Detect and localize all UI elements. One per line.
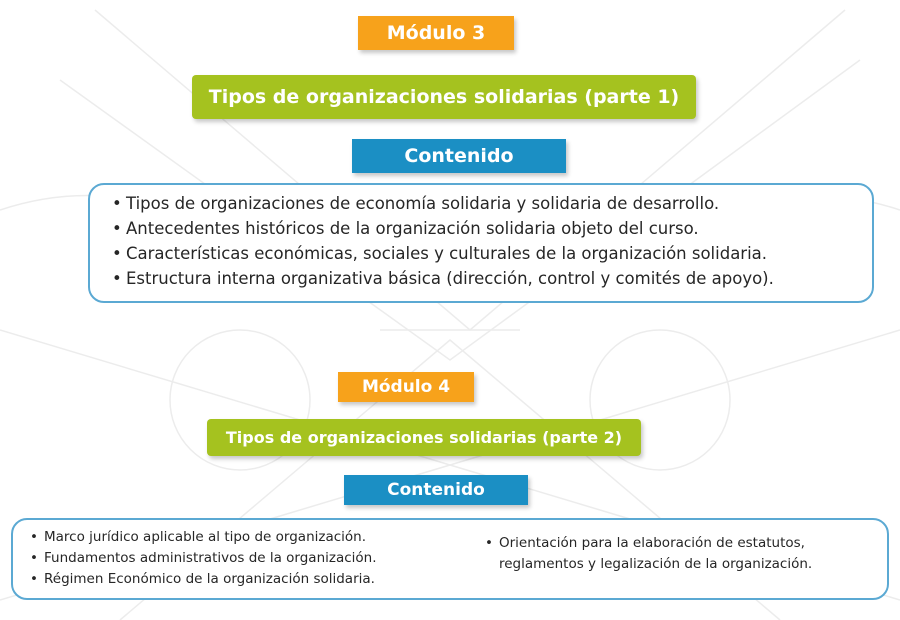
modulo-3-contenido-text: Contenido [404, 145, 514, 167]
modulo-3-content-list [112, 191, 872, 291]
content-item: • Estructura interna organizativa básica (dirección, control y comités de apoyo). [112, 266, 872, 291]
modulo-4-label-text: Módulo 4 [361, 377, 451, 397]
content-item: • Marco jurídico aplicable al tipo de organización. [30, 527, 377, 548]
modulo-4-contenido-text: Contenido [387, 480, 485, 500]
modulo-4-title [207, 419, 641, 456]
content-item: • Características económicas, sociales y culturales de la organización solidaria. [112, 241, 872, 266]
modulo-4-label [338, 372, 474, 402]
modulo-4-content-list-right [485, 533, 873, 598]
content-item: • Orientación para la elaboración de estatutos, reglamentos y legalización de la organización. [485, 533, 873, 575]
modulo-4-contenido-label [344, 475, 528, 505]
modulo-3-label [358, 16, 514, 50]
modulo-3-content-box [88, 183, 874, 303]
content-item: • Antecedentes históricos de la organización solidaria objeto del curso. [112, 216, 872, 241]
modulo-3-title [192, 75, 696, 119]
modulo-4-title-text: Tipos de organizaciones solidarias (parte 2) [225, 428, 623, 447]
content-item: • Tipos de organizaciones de economía solidaria y solidaria de desarrollo. [112, 191, 872, 216]
modulo-4-content-box [11, 518, 889, 600]
content-item: • Régimen Económico de la organización solidaria. [30, 569, 377, 590]
content-item: • Fundamentos administrativos de la organización. [30, 548, 377, 569]
modulo-3-title-text: Tipos de organizaciones solidarias (parte 1) [208, 86, 680, 108]
modulo-3-contenido-label [352, 139, 566, 173]
modulo-4-content-list-left [30, 527, 377, 598]
modulo-3-label-text: Módulo 3 [386, 22, 486, 44]
